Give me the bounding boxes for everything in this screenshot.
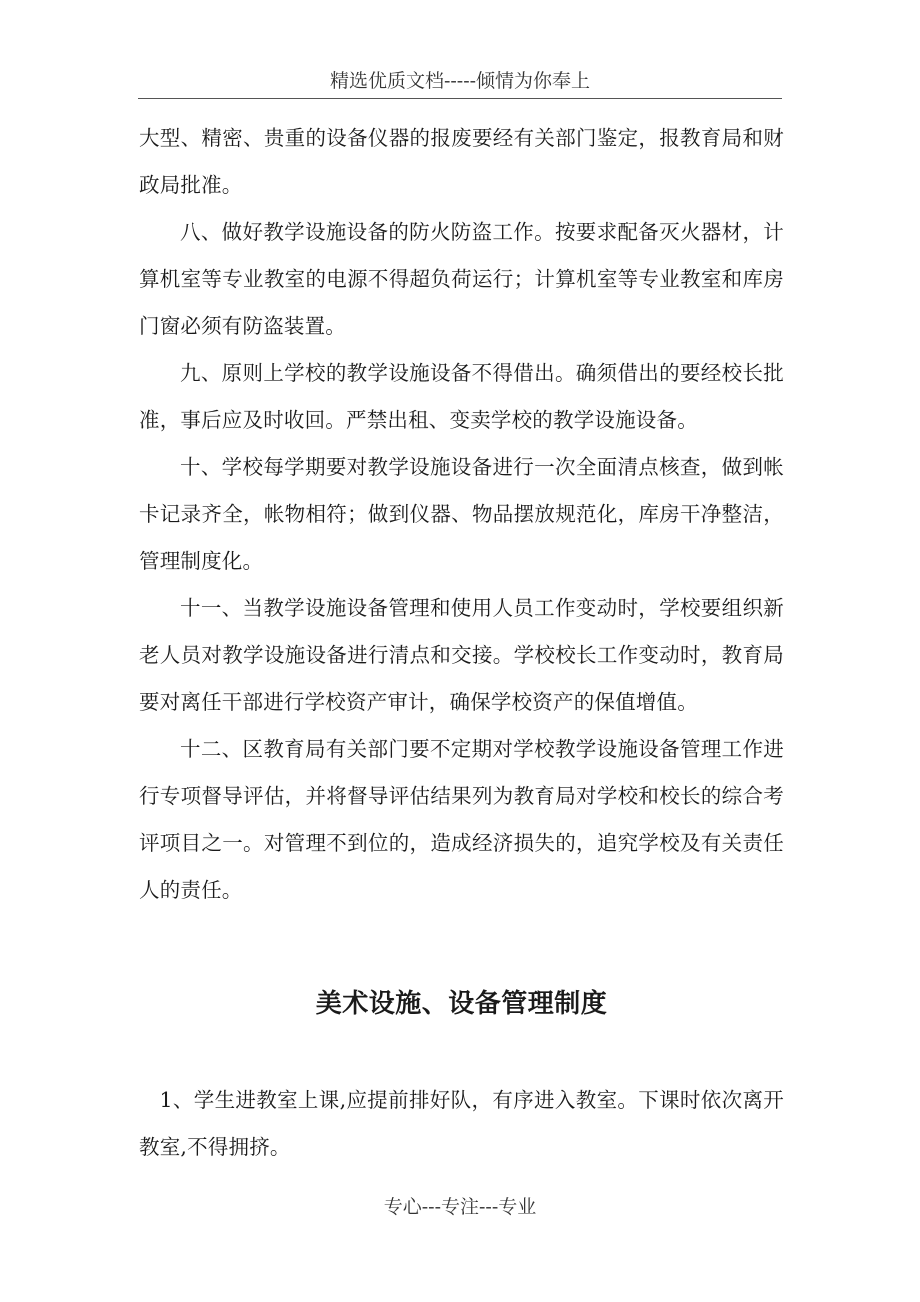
page-header bbox=[138, 66, 782, 99]
section-item-1: 1、学生进教室上课,应提前排好队，有序进入教室。下课时依次离开教室,不得拥挤。 bbox=[139, 1088, 784, 1159]
paragraph-item-10: 十、学校每学期要对教学设施设备进行一次全面清点核查，做到帐卡记录齐全，帐物相符；做到仪器、物品摆放规范化，库房干净整洁，管理制度化。 bbox=[139, 455, 784, 573]
footer-text: 专心---专注---专业 bbox=[383, 1196, 537, 1218]
section-body bbox=[139, 1077, 784, 1171]
section-title: 美术设施、设备管理制度 bbox=[315, 989, 608, 1019]
paragraph-item-9: 九、原则上学校的教学设施设备不得借出。确须借出的要经校长批准，事后应及时收回。严禁出租、变卖学校的教学设施设备。 bbox=[139, 361, 784, 432]
paragraph-continuation: 大型、精密、贵重的设备仪器的报废要经有关部门鉴定，报教育局和财政局批准。 bbox=[139, 126, 784, 197]
page-footer bbox=[138, 1192, 782, 1222]
document-body bbox=[139, 115, 784, 914]
paragraph-item-8: 八、做好教学设施设备的防火防盗工作。按要求配备灭火器材，计算机室等专业教室的电源不得超负荷运行；计算机室等专业教室和库房门窗必须有防盗装置。 bbox=[139, 220, 784, 338]
header-text: 精选优质文档-----倾情为你奉上 bbox=[329, 70, 591, 92]
paragraph-item-11: 十一、当教学设施设备管理和使用人员工作变动时，学校要组织新老人员对教学设施设备进行清点和交接。学校校长工作变动时，教育局要对离任干部进行学校资产审计，确保学校资产的保值增值。 bbox=[139, 596, 784, 714]
paragraph-item-12: 十二、区教育局有关部门要不定期对学校教学设施设备管理工作进行专项督导评估，并将督导评估结果列为教育局对学校和校长的综合考评项目之一。对管理不到位的，造成经济损失的，追究学校及有关责任人的责任。 bbox=[139, 737, 784, 902]
